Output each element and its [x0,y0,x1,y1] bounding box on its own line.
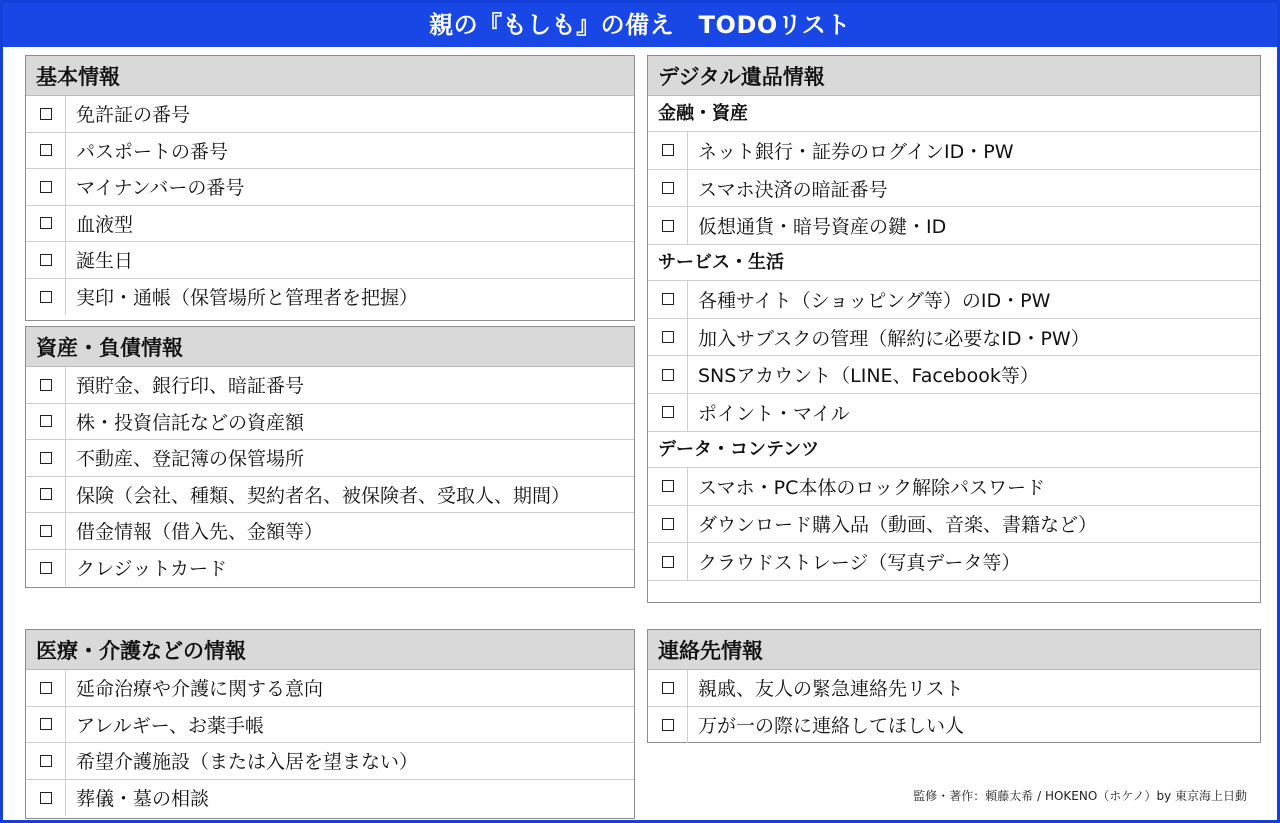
checklist-item[interactable] [26,513,634,550]
checklist-item[interactable] [26,670,634,707]
section-basic-info [25,55,635,321]
checklist-item[interactable] [26,367,634,404]
section-medical-care [25,629,635,819]
checklist-item-label: 預貯金、銀行印、暗証番号 [76,375,305,398]
checklist-item-label: 親戚、友人の緊急連絡先リスト [698,678,964,701]
checkbox-cell[interactable] [26,242,66,278]
checklist-item[interactable] [648,132,1260,170]
checkbox-empty-icon[interactable] [40,682,52,694]
checklist-item[interactable] [26,242,634,279]
checkbox-empty-icon[interactable] [662,220,674,232]
checkbox-empty-icon[interactable] [40,525,52,537]
checkbox-cell[interactable] [26,96,66,132]
checklist-item[interactable] [26,206,634,243]
checklist-item[interactable] [648,506,1260,544]
checkbox-empty-icon[interactable] [40,108,52,120]
subsection-heading: データ・コンテンツ [648,432,1260,468]
checklist-item-label: 誕生日 [76,250,134,273]
checkbox-empty-icon[interactable] [40,217,52,229]
checklist-item[interactable] [26,550,634,587]
checklist-item[interactable] [26,133,634,170]
checkbox-empty-icon[interactable] [662,682,674,694]
page-title: 親の『もしも』の備え TODOリスト [3,3,1277,47]
checklist-item-label: SNSアカウント（LINE、Facebook等） [698,365,1039,388]
checkbox-empty-icon[interactable] [40,415,52,427]
checklist-item-label: 不動産、登記簿の保管場所 [76,448,305,471]
checklist-item[interactable] [26,477,634,514]
checkbox-empty-icon[interactable] [40,488,52,500]
checkbox-cell[interactable] [648,468,688,505]
checkbox-cell[interactable] [648,394,688,431]
checklist-item[interactable] [648,394,1260,432]
checkbox-empty-icon[interactable] [40,755,52,767]
checkbox-empty-icon[interactable] [40,452,52,464]
checkbox-empty-icon[interactable] [662,480,674,492]
checklist-item-label: 葬儀・墓の相談 [76,788,210,811]
checklist-item-label: 延命治療や介護に関する意向 [76,678,324,701]
checklist-item[interactable] [26,743,634,780]
checklist-item[interactable] [26,96,634,133]
checkbox-cell[interactable] [26,477,66,513]
subsection-heading: サービス・生活 [648,245,1260,281]
checkbox-cell[interactable] [648,670,688,706]
checklist-item-label: 各種サイト（ショッピング等）のID・PW [698,289,1051,312]
checklist-item[interactable] [648,707,1260,744]
checklist-item-label: 株・投資信託などの資産額 [76,411,305,434]
checkbox-cell[interactable] [26,404,66,440]
checkbox-cell[interactable] [26,670,66,706]
section-heading: 連絡先情報 [648,630,1260,670]
checkbox-cell[interactable] [26,169,66,205]
checklist-item[interactable] [26,169,634,206]
checkbox-cell[interactable] [648,132,688,169]
checkbox-cell[interactable] [26,780,66,817]
checkbox-cell[interactable] [26,367,66,403]
checklist-item[interactable] [648,207,1260,245]
checkbox-cell[interactable] [26,133,66,169]
checkbox-empty-icon[interactable] [662,406,674,418]
checklist-item[interactable] [26,707,634,744]
checkbox-empty-icon[interactable] [40,379,52,391]
checklist-item[interactable] [26,440,634,477]
checkbox-cell[interactable] [26,440,66,476]
checkbox-empty-icon[interactable] [662,144,674,156]
checkbox-cell[interactable] [648,707,688,744]
checklist-item-label: スマホ・PC本体のロック解除パスワード [698,476,1045,499]
checkbox-empty-icon[interactable] [662,556,674,568]
checkbox-cell[interactable] [26,550,66,587]
checklist-item-label: パスポートの番号 [76,140,229,163]
checklist-item-label: スマホ決済の暗証番号 [698,178,888,201]
checkbox-cell[interactable] [648,207,688,244]
checkbox-empty-icon[interactable] [662,182,674,194]
section-contacts [647,629,1261,743]
section-heading: 医療・介護などの情報 [26,630,634,670]
checkbox-cell[interactable] [26,279,66,316]
checkbox-cell[interactable] [648,319,688,356]
checklist-item-label: マイナンバーの番号 [76,177,245,200]
checklist-item-label: クラウドストレージ（写真データ等） [698,552,1021,575]
section-assets-liabilities [25,326,635,588]
checklist-item[interactable] [26,279,634,316]
checkbox-empty-icon[interactable] [662,518,674,530]
checklist-item-label: ポイント・マイル [698,402,850,425]
checkbox-empty-icon[interactable] [662,719,674,731]
checkbox-cell[interactable] [26,743,66,779]
checkbox-empty-icon[interactable] [40,291,52,303]
checklist-item-label: 実印・通帳（保管場所と管理者を把握） [76,287,419,310]
section-heading: 資産・負債情報 [26,327,634,367]
checkbox-empty-icon[interactable] [40,254,52,266]
checkbox-empty-icon[interactable] [662,293,674,305]
checklist-item-label: 免許証の番号 [76,104,191,127]
checkbox-cell[interactable] [648,281,688,318]
checklist-item[interactable] [26,780,634,817]
checkbox-empty-icon[interactable] [662,331,674,343]
checkbox-cell[interactable] [26,513,66,549]
checklist-item-label: 希望介護施設（または入居を望まない） [76,751,419,774]
checklist-item-label: ネット銀行・証券のログインID・PW [698,140,1014,163]
checkbox-cell[interactable] [648,506,688,543]
checkbox-cell[interactable] [26,707,66,743]
checkbox-cell[interactable] [648,356,688,393]
section-heading: デジタル遺品情報 [648,56,1260,96]
checklist-item-label: 加入サブスクの管理（解約に必要なID・PW） [698,327,1090,350]
checklist-item[interactable] [648,543,1260,581]
checklist-item-label: アレルギー、お薬手帳 [76,714,265,737]
checklist-item-label: 仮想通貨・暗号資産の鍵・ID [698,216,947,239]
section-heading: 基本情報 [26,56,634,96]
checklist-item-label: 借金情報（借入先、金額等） [76,521,324,544]
checkbox-empty-icon[interactable] [40,562,52,574]
checkbox-empty-icon[interactable] [662,369,674,381]
checkbox-empty-icon[interactable] [40,144,52,156]
checklist-item[interactable] [648,319,1260,357]
checklist-item-label: クレジットカード [76,558,227,581]
checklist-item-label: 万が一の際に連絡してほしい人 [698,715,965,738]
section-digital-legacy [647,55,1261,603]
checklist-item-label: 血液型 [76,213,134,236]
checkbox-empty-icon[interactable] [40,718,52,730]
checkbox-empty-icon[interactable] [40,181,52,193]
checklist-item[interactable] [26,404,634,441]
checklist-item[interactable] [648,670,1260,707]
checklist-item[interactable] [648,356,1260,394]
checkbox-cell[interactable] [26,206,66,242]
credit-footer: 監修・著作：頼藤太希 / HOKENO（ホケノ）by 東京海上日動 [913,789,1247,803]
checklist-item[interactable] [648,281,1260,319]
checklist-item[interactable] [648,170,1260,208]
checklist-item-label: 保険（会社、種類、契約者名、被保険者、受取人、期間） [76,484,571,507]
checklist-item-label: ダウンロード購入品（動画、音楽、書籍など） [698,514,1098,537]
checklist-item[interactable] [648,468,1260,506]
checkbox-empty-icon[interactable] [40,792,52,804]
checkbox-cell[interactable] [648,170,688,207]
subsection-heading: 金融・資産 [648,96,1260,132]
checkbox-cell[interactable] [648,543,688,580]
